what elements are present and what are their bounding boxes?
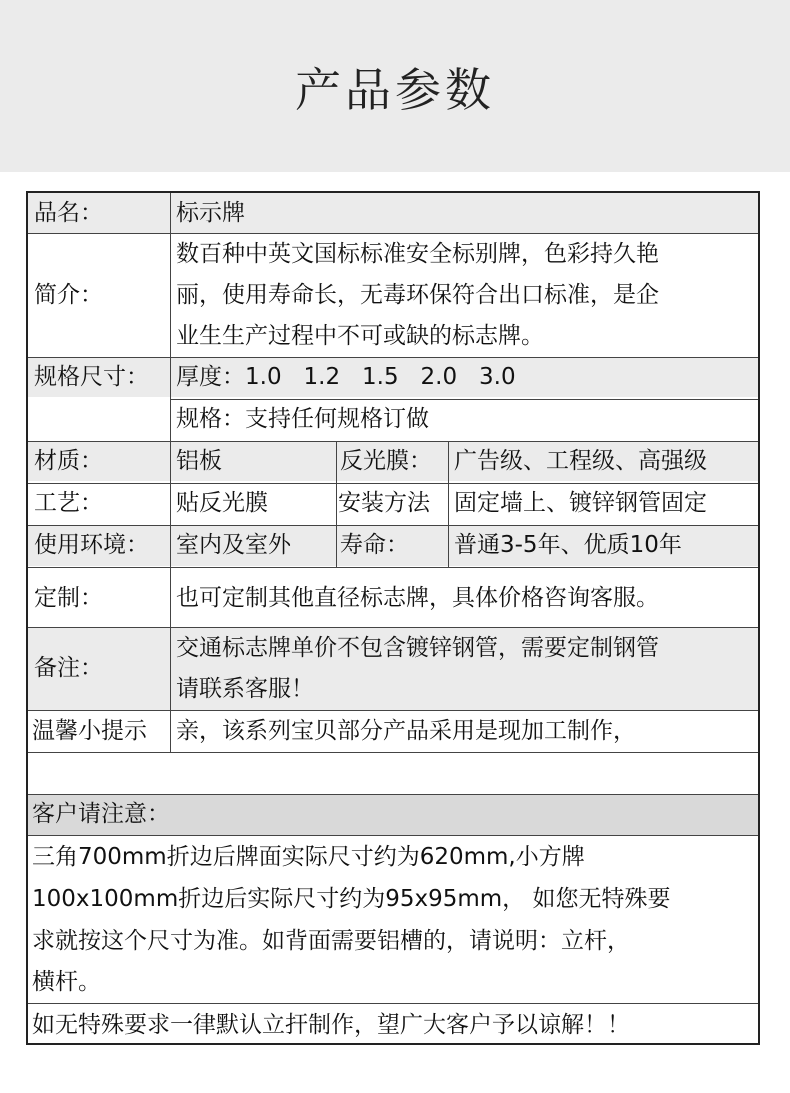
value-tip: 亲，该系列宝贝部分产品采用是现加工制作，	[176, 718, 636, 744]
label-reflective-film: 反光膜：	[340, 448, 432, 474]
label-intro: 简介：	[34, 282, 103, 308]
value-lifespan: 普通3-5年、优质10年	[454, 532, 682, 558]
row-band-name	[28, 193, 758, 233]
row-divider	[28, 835, 758, 836]
label-craft: 工艺：	[34, 490, 103, 516]
page-title: 产品参数	[295, 63, 495, 117]
notice-line-2: 100x100mm折边后实际尺寸约为95x95mm， 如您无特殊要	[32, 886, 671, 912]
label-lifespan: 寿命：	[340, 532, 409, 558]
column-divider	[336, 441, 337, 567]
value-craft: 贴反光膜	[176, 490, 268, 516]
column-divider	[448, 441, 449, 567]
page-header	[0, 0, 790, 172]
row-divider	[28, 567, 758, 568]
row-divider	[28, 752, 758, 753]
parameter-table	[26, 191, 760, 1045]
label-tip: 温馨小提示	[32, 718, 147, 744]
value-intro-line-3: 业生生产过程中不可或缺的标志牌。	[176, 323, 544, 349]
value-remark-line-2: 请联系客服！	[176, 676, 314, 702]
label-remark: 备注：	[34, 655, 103, 681]
notice-heading: 客户请注意：	[32, 801, 170, 827]
value-material: 铝板	[176, 448, 222, 474]
value-name: 标示牌	[176, 200, 245, 226]
notice-footer: 如无特殊要求一律默认立扞制作，望广大客户予以谅解！！	[32, 1012, 630, 1038]
label-custom-made: 定制：	[34, 585, 103, 611]
value-install: 固定墙上、镀锌钢管固定	[454, 490, 707, 516]
value-thickness: 厚度：1.0 1.2 1.5 2.0 3.0	[176, 364, 516, 390]
notice-line-1: 三角700mm折边后牌面实际尺寸约为620mm,小方牌	[32, 844, 585, 870]
column-divider	[170, 193, 171, 752]
value-custom-spec: 规格：支持任何规格订做	[176, 406, 429, 432]
row-divider	[28, 1003, 758, 1004]
notice-line-4: 横杆。	[32, 969, 101, 995]
value-reflective-film: 广告级、工程级、高强级	[454, 448, 707, 474]
label-material: 材质：	[34, 448, 103, 474]
notice-line-3: 求就按这个尺寸为准。如背面需要铝槽的，请说明：立杆，	[32, 928, 630, 954]
value-remark-line-1: 交通标志牌单价不包含镀锌钢管，需要定制钢管	[176, 635, 659, 661]
label-install: 安装方法	[338, 490, 430, 516]
value-intro-line-2: 丽，使用寿命长，无毒环保符合出口标准，是企	[176, 282, 659, 308]
label-name: 品名：	[34, 200, 103, 226]
value-env: 室内及室外	[176, 532, 291, 558]
label-spec: 规格尺寸：	[34, 364, 149, 390]
value-intro-line-1: 数百种中英文国标标准安全标别牌，色彩持久艳	[176, 241, 659, 267]
value-custom-made: 也可定制其他直径标志牌，具体价格咨询客服。	[176, 585, 659, 611]
label-env: 使用环境：	[34, 532, 149, 558]
